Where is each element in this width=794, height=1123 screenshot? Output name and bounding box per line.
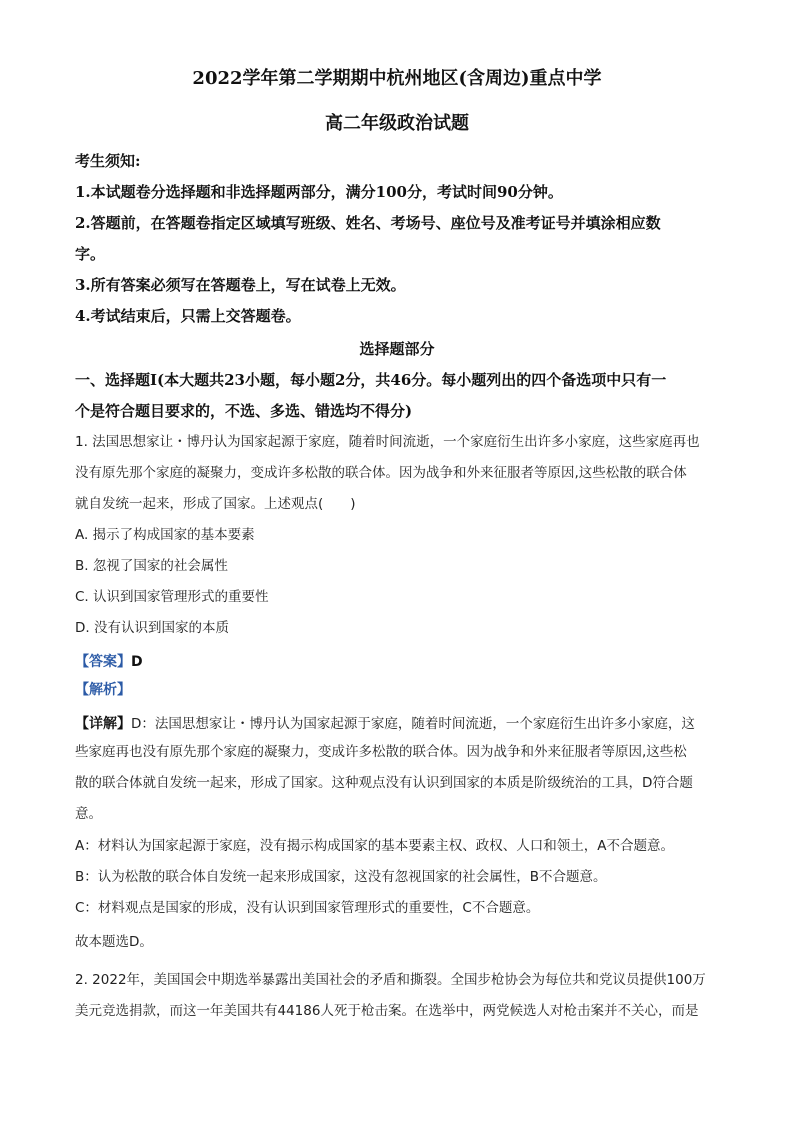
section-intro-line1: 一、选择题Ⅰ(本大题共23小题，每小题2分，共46分。每小题列出的四个备选项中只有一 [75, 371, 667, 389]
section-heading: 选择题部分 [359, 340, 435, 358]
notice-item-4: 4.考试结束后，只需上交答题卷。 [75, 307, 301, 325]
notice-heading: 考生须知: [75, 152, 141, 170]
q1-analysis-c: C：材料观点是国家的形成，没有认识到国家管理形式的重要性，C不合题意。 [75, 900, 540, 916]
q1-detail-line4: 意。 [75, 806, 102, 822]
q1-answer [75, 651, 143, 671]
q1-option-d: D. 没有认识到国家的本质 [75, 620, 229, 636]
q1-detail-line2: 些家庭再也没有原先那个家庭的凝聚力，变成许多松散的联合体。因为战争和外来征服者等原因,这些松 [75, 744, 687, 760]
q1-option-b: B. 忽视了国家的社会属性 [75, 558, 228, 574]
notice-item-2-line1: 2.答题前，在答题卷指定区域填写班级、姓名、考场号、座位号及准考证号并填涂相应数 [75, 214, 661, 232]
q2-stem-line1: 2. 2022年，美国国会中期选举暴露出美国社会的矛盾和撕裂。全国步枪协会为每位共和党议员提供100万 [75, 972, 706, 988]
analysis-tag: 【解析】 [75, 682, 131, 698]
section-intro-line2: 个是符合题目要求的，不选、多选、错选均不得分) [75, 402, 413, 420]
exam-title-line2: 高二年级政治试题 [325, 113, 469, 134]
q1-analysis-b: B：认为松散的联合体自发统一起来形成国家，这没有忽视国家的社会属性，B不合题意。 [75, 869, 607, 885]
q1-option-c: C. 认识到国家管理形式的重要性 [75, 589, 269, 605]
answer-value: D [131, 654, 143, 670]
notice-item-3: 3.所有答案必须写在答题卷上，写在试卷上无效。 [75, 276, 406, 294]
detail-tag: 【详解】 [75, 716, 131, 732]
q2-stem-line2: 美元竞选捐款，而这一年美国共有44186人死于枪击案。在选举中，两党候选人对枪击案并不关心，而是 [75, 1003, 699, 1019]
answer-tag: 【答案】 [75, 654, 131, 670]
exam-title-line1: 2022学年第二学期期中杭州地区(含周边)重点中学 [192, 68, 602, 89]
q1-stem-line3: 就自发统一起来，形成了国家。上述观点( ) [75, 496, 356, 512]
q1-analysis-a: A：材料认为国家起源于家庭，没有揭示构成国家的基本要素主权、政权、人口和领土，A不合题意。 [75, 838, 674, 854]
q1-stem-line1: 1. 法国思想家让・博丹认为国家起源于家庭，随着时间流逝，一个家庭衍生出许多小家庭，这些家庭再也 [75, 434, 700, 450]
notice-item-1: 1.本试题卷分选择题和非选择题两部分，满分100分，考试时间90分钟。 [75, 183, 563, 201]
q1-stem-line2: 没有原先那个家庭的凝聚力，变成许多松散的联合体。因为战争和外来征服者等原因,这些松散的联合体 [75, 465, 687, 481]
q1-detail-line3: 散的联合体就自发统一起来，形成了国家。这种观点没有认识到国家的本质是阶级统治的工具，D符合题 [75, 775, 693, 791]
q1-option-a: A. 揭示了构成国家的基本要素 [75, 527, 255, 543]
notice-item-2-line2: 字。 [75, 245, 106, 263]
detail-text-line1: D：法国思想家让・博丹认为国家起源于家庭，随着时间流逝，一个家庭衍生出许多小家庭，这 [131, 716, 695, 732]
q1-detail-line1 [75, 713, 695, 733]
q1-conclusion: 故本题选D。 [75, 934, 153, 950]
